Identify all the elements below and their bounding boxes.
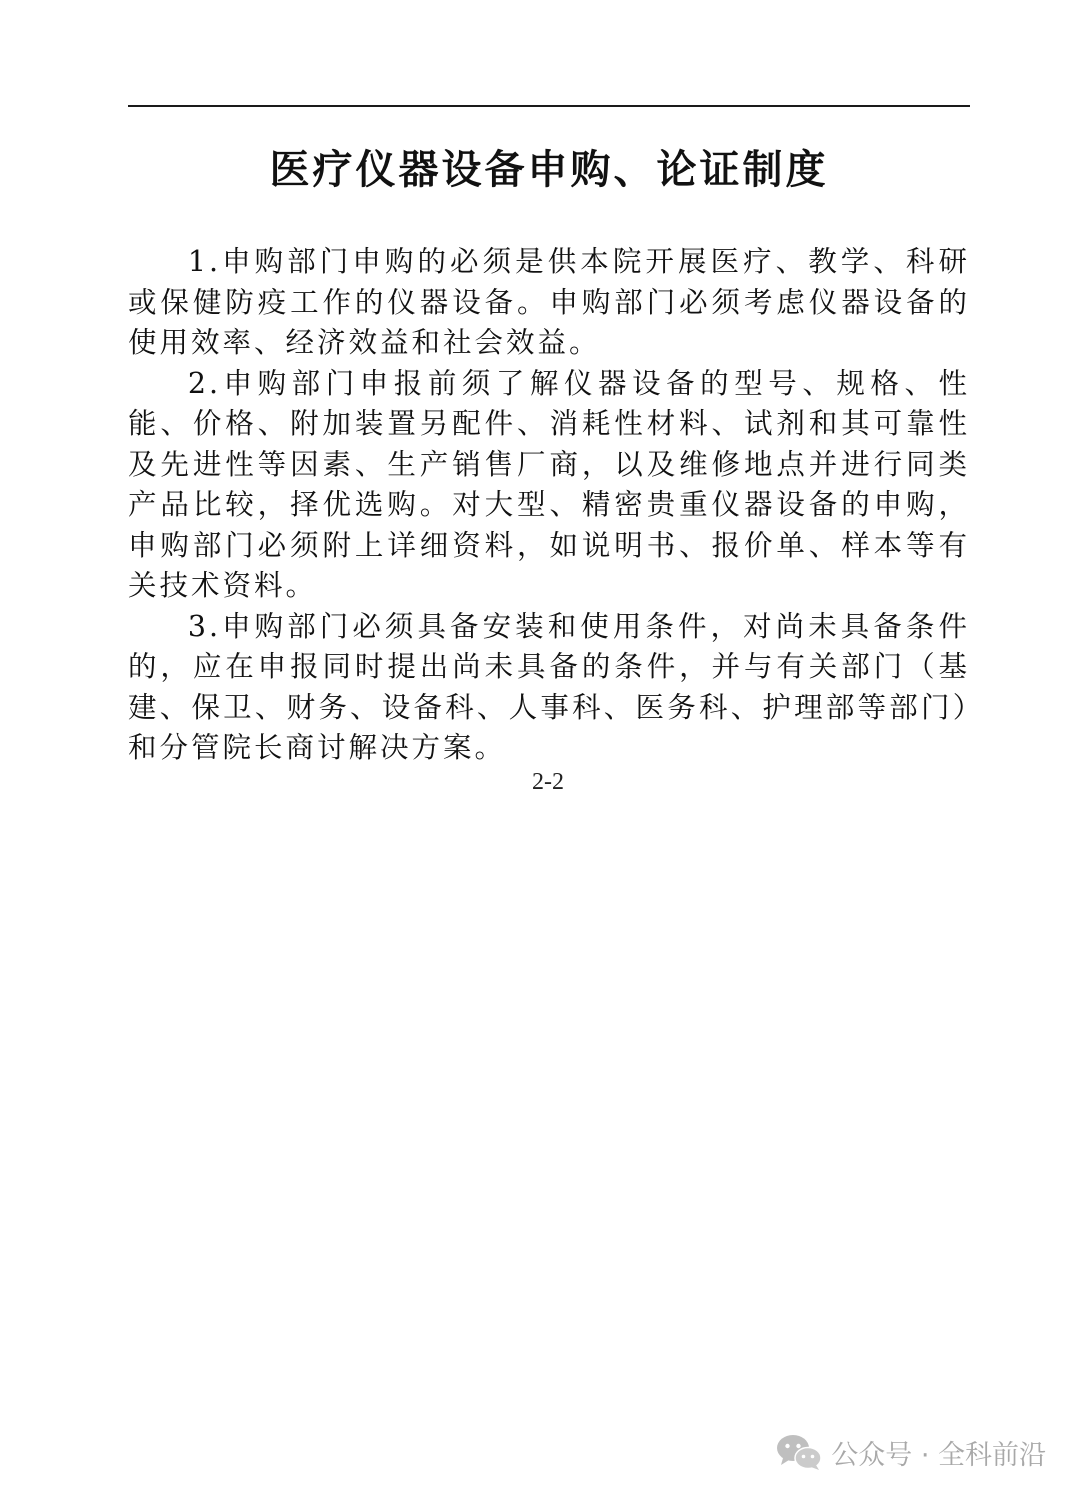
- wechat-icon: [775, 1432, 823, 1472]
- paragraph-1: 1.申购部门申购的必须是供本院开展医疗、教学、科研或保健防疫工作的仪器设备。申购部门必须考虑仪器设备的使用效率、经济效益和社会效益。: [128, 245, 970, 359]
- header-rule: [128, 105, 970, 107]
- document-body: [128, 242, 970, 769]
- document-title: 医疗仪器设备申购、论证制度: [269, 147, 829, 193]
- watermark-text: 公众号 · 全科前沿: [831, 1439, 1046, 1471]
- watermark: [775, 1428, 1046, 1476]
- page-number: 2-2: [532, 769, 564, 795]
- paragraph-2: 2.申购部门申报前须了解仪器设备的型号、规格、性能、价格、附加装置另配件、消耗性材料、试剂和其可靠性及先进性等因素、生产销售厂商，以及维修地点并进行同类产品比较，择优选购。对大型、精密贵重仪器设备的申购，申购部门必须附上详细资料，如说明书、报价单、样本等有关技术资料。: [128, 366, 970, 602]
- paragraph-3: 3.申购部门必须具备安装和使用条件，对尚未具备条件的，应在申报同时提出尚未具备的条件，并与有关部门（基建、保卫、财务、设备科、人事科、医务科、护理部等部门）和分管院长商讨解决方案。: [128, 609, 970, 764]
